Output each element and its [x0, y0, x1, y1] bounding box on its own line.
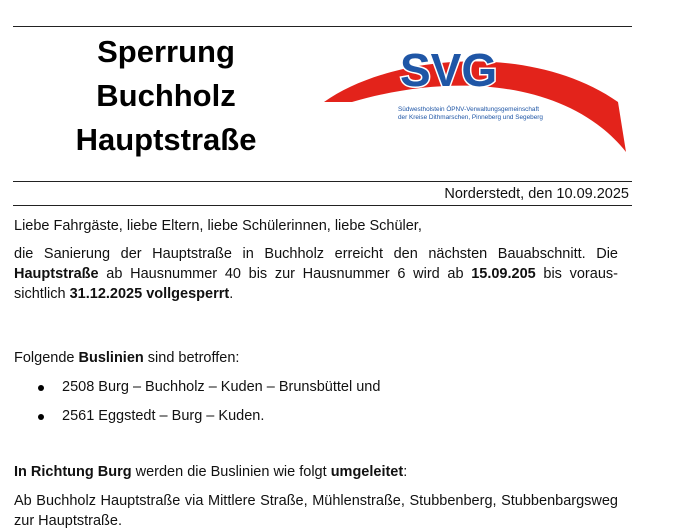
svg-logo	[322, 44, 632, 162]
bullet-icon	[38, 414, 44, 420]
para1-text-3: bis voraussichtlich	[14, 266, 618, 302]
date-divider	[13, 205, 632, 206]
para1-text-4: .	[229, 286, 234, 302]
lines-intro-text-1: Folgende	[14, 350, 79, 366]
lines-intro-text-2: sind betroffen:	[143, 350, 240, 366]
logo-tagline-2: der Kreise Dithmarschen, Pinneberg und Segeberg	[398, 114, 543, 121]
para1-text-1: die Sanierung der Hauptstraße in Buchholz erreicht den nächsten Bauabschnitt. Die	[14, 246, 618, 262]
date-line: Norderstedt, den 10.09.2025	[444, 186, 629, 202]
bus-line-list	[14, 377, 618, 426]
para1-text-2: ab Hausnummer 40 bis zur Hausnummer 6 wird ab	[98, 266, 472, 282]
logo-wordmark: SVG	[400, 44, 498, 96]
detour-route: Ab Buchholz Hauptstraße via Mittlere Straße, Mühlenstraße, Stubbenberg, Stubbenbargsweg zur Hauptstraße.	[14, 493, 618, 529]
title-line-1: Sperrung	[97, 34, 235, 69]
bullet-icon	[38, 385, 44, 391]
list-item	[14, 377, 618, 397]
detour-text-2: :	[403, 464, 408, 480]
top-divider	[13, 26, 632, 27]
bus-lines-intro	[14, 348, 618, 368]
list-item	[14, 406, 618, 426]
detour-bold: umgeleitet	[330, 464, 404, 480]
intro-paragraph	[14, 244, 618, 304]
greeting: Liebe Fahrgäste, liebe Eltern, liebe Schülerinnen, liebe Schüler,	[14, 218, 422, 234]
title-line-2: Buchholz	[96, 78, 236, 113]
detour-direction: In Richtung Burg	[14, 464, 132, 480]
header-divider	[13, 181, 632, 182]
para1-start-date: 15.09.205	[471, 266, 536, 282]
detour-text-1: werden die Buslinien wie folgt	[131, 464, 331, 480]
title-line-3: Hauptstraße	[75, 122, 257, 157]
bus-line-1: 2508 Burg – Buchholz – Kuden – Brunsbüttel und	[62, 379, 381, 395]
page-title	[40, 30, 292, 162]
para1-street: Hauptstraße	[14, 266, 99, 282]
bus-line-2: 2561 Eggstedt – Burg – Kuden.	[62, 408, 265, 424]
letter-body	[14, 216, 618, 531]
detour-heading	[14, 462, 618, 482]
para1-end-date: 31.12.2025 vollgesperrt	[69, 286, 230, 302]
lines-intro-bold: Buslinien	[78, 350, 144, 366]
logo-tagline-1: Südwestholstein ÖPNV-Verwaltungsgemeinschaft	[398, 106, 540, 113]
